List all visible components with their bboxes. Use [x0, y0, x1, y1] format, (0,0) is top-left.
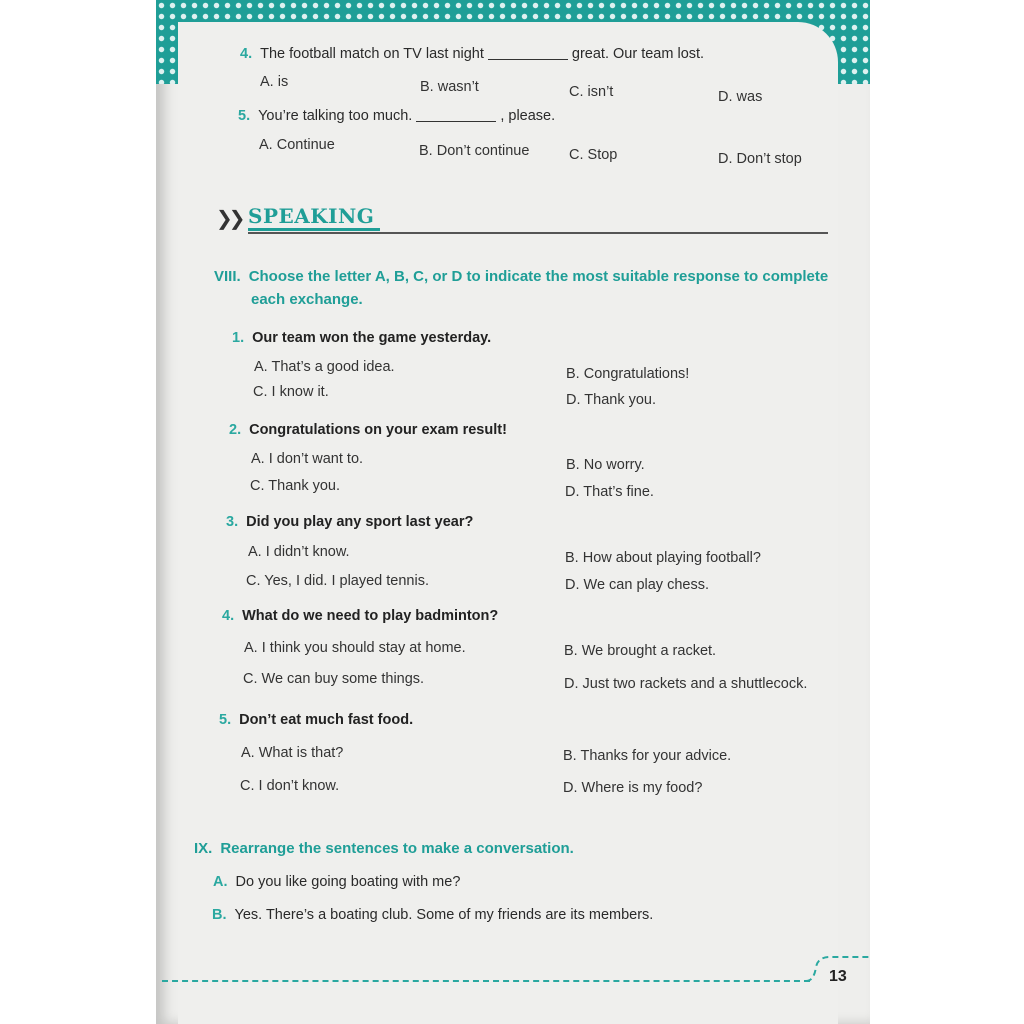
speaking-header — [216, 204, 828, 240]
option-b[interactable]: B. No worry. — [566, 457, 645, 473]
option-c[interactable]: C. I know it. — [253, 384, 329, 400]
question-number: 4. — [240, 46, 253, 62]
line-text: Yes. There’s a boating club. Some of my friends are its members. — [234, 907, 654, 923]
instruction-text: Rearrange the sentences to make a conversation. — [220, 840, 574, 857]
option-c[interactable]: C. Thank you. — [250, 478, 341, 494]
option-c[interactable]: C. Yes, I did. I played tennis. — [246, 573, 429, 589]
section-number: IX. — [194, 840, 213, 857]
section-9-instruction — [194, 840, 574, 857]
answer-blank[interactable] — [416, 121, 496, 122]
exchange-question-3 — [226, 514, 473, 530]
option-a[interactable]: A. What is that? — [241, 745, 344, 761]
option-d[interactable]: D. Just two rackets and a shuttlecock. — [564, 676, 808, 692]
question-text: Did you play any sport last year? — [246, 514, 474, 530]
option-c[interactable]: C. Stop — [569, 147, 618, 163]
option-b[interactable]: B. Thanks for your advice. — [563, 748, 732, 764]
option-d[interactable]: D. That’s fine. — [565, 484, 654, 500]
background-right — [870, 0, 1024, 1024]
background-left — [0, 0, 156, 1024]
option-c[interactable]: C. We can buy some things. — [243, 671, 425, 687]
option-a[interactable]: A. is — [260, 74, 289, 90]
question-number: 3. — [226, 514, 239, 530]
instruction-line-1: Choose the letter A, B, C, or D to indicate the most suitable response to complete — [248, 268, 829, 285]
answer-blank[interactable] — [488, 59, 568, 60]
option-b[interactable]: B. Don’t continue — [419, 143, 530, 159]
option-a[interactable]: A. That’s a good idea. — [254, 359, 395, 375]
footer-dashed-line — [162, 980, 810, 982]
option-d[interactable]: D. was — [718, 89, 763, 105]
option-a[interactable]: A. I didn’t know. — [248, 544, 350, 560]
option-d[interactable]: D. Thank you. — [566, 392, 657, 408]
option-d[interactable]: D. Don’t stop — [718, 151, 802, 167]
conversation-line-a — [213, 874, 460, 890]
option-a[interactable]: A. I think you should stay at home. — [244, 640, 466, 656]
question-stem: You’re talking too much. — [258, 108, 413, 124]
option-b[interactable]: B. wasn’t — [420, 79, 479, 95]
question-text: What do we need to play badminton? — [242, 608, 499, 624]
top-question-4 — [240, 46, 704, 62]
option-c[interactable]: C. I don’t know. — [240, 778, 340, 794]
question-number: 5. — [219, 712, 232, 728]
exchange-question-2 — [229, 422, 507, 438]
line-text: Do you like going boating with me? — [235, 874, 461, 890]
question-number: 5. — [238, 108, 251, 124]
question-number: 4. — [222, 608, 235, 624]
exchange-question-4 — [222, 608, 498, 624]
option-d[interactable]: D. Where is my food? — [563, 780, 703, 796]
line-letter: A. — [213, 874, 228, 890]
exchange-question-1 — [232, 330, 491, 346]
header-accent-underline — [248, 228, 380, 231]
instruction-line-2: each exchange. — [251, 291, 363, 308]
question-stem: The football match on TV last night — [260, 46, 484, 62]
question-number: 2. — [229, 422, 242, 438]
option-b[interactable]: B. We brought a racket. — [564, 643, 717, 659]
top-question-5 — [238, 108, 555, 124]
conversation-line-b — [212, 907, 653, 923]
section-title: SPEAKING — [248, 204, 375, 228]
line-letter: B. — [212, 907, 227, 923]
page-number: 13 — [829, 968, 847, 985]
option-b[interactable]: B. How about playing football? — [565, 550, 761, 566]
question-text: Our team won the game yesterday. — [252, 330, 492, 346]
option-a[interactable]: A. I don’t want to. — [251, 451, 364, 467]
question-text: Don’t eat much fast food. — [239, 712, 414, 728]
question-stem-end: great. Our team lost. — [571, 46, 705, 62]
option-c[interactable]: C. isn’t — [569, 84, 614, 100]
question-number: 1. — [232, 330, 245, 346]
option-a[interactable]: A. Continue — [259, 137, 335, 153]
header-underline — [248, 232, 828, 234]
question-text: Congratulations on your exam result! — [249, 422, 507, 438]
section-number: VIII. — [214, 268, 241, 285]
question-stem-end: , please. — [500, 108, 556, 124]
option-b[interactable]: B. Congratulations! — [566, 366, 690, 382]
section-8-instruction — [214, 268, 828, 285]
exchange-question-5 — [219, 712, 413, 728]
double-chevron-icon: ❯❯ — [216, 208, 242, 230]
option-d[interactable]: D. We can play chess. — [565, 577, 709, 593]
